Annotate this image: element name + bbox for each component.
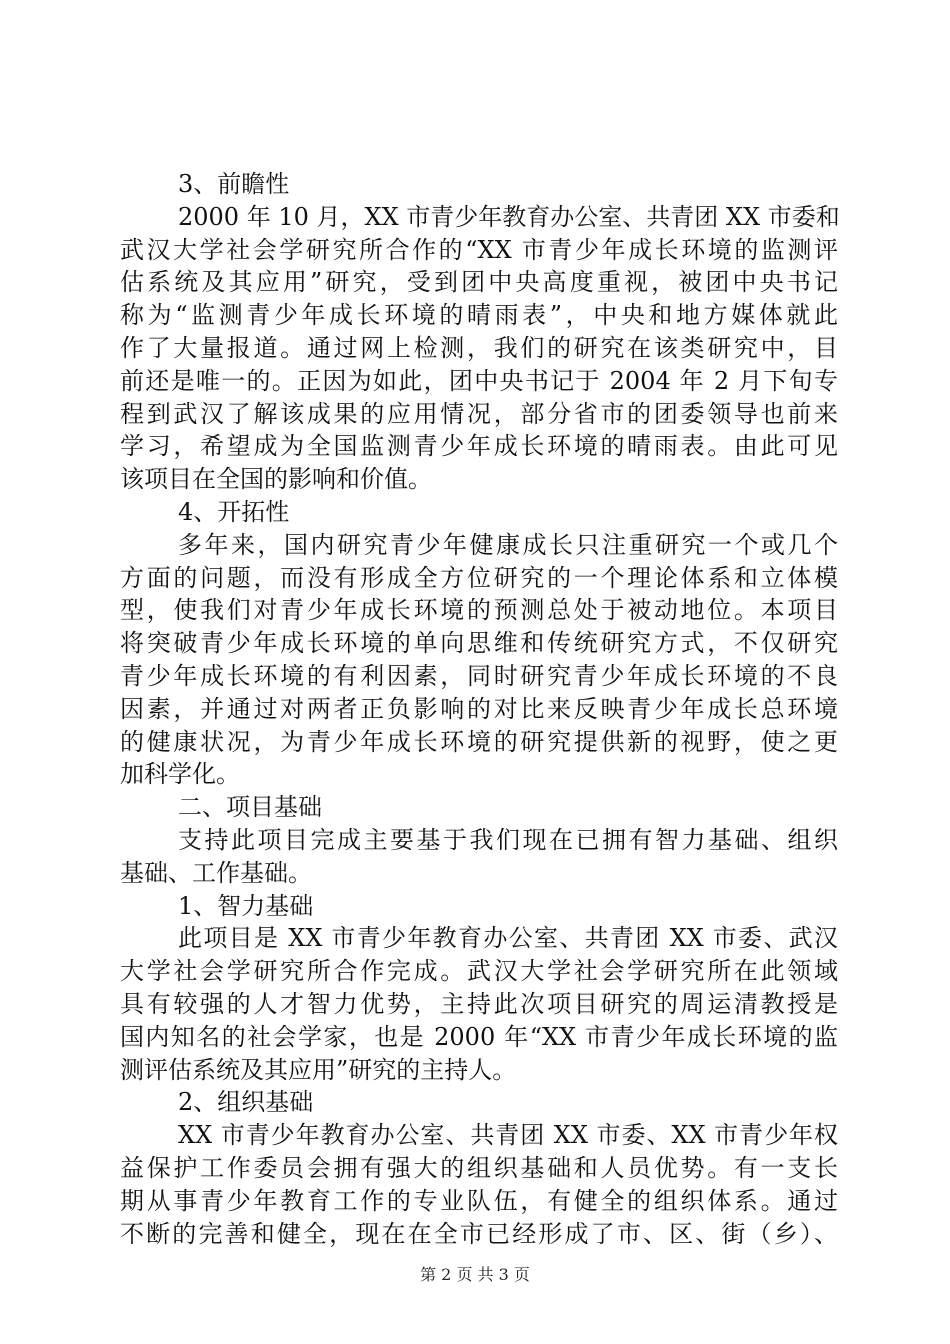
section-heading: 4、开拓性 bbox=[178, 497, 290, 526]
paragraph-line: 大学社会学研究所合作完成。武汉大学社会学研究所在此领域 bbox=[120, 957, 838, 986]
paragraph-line: 不断的完善和健全，现在在全市已经形成了市、区、街（乡）、 bbox=[120, 1219, 838, 1248]
paragraph-line: 估系统及其应用”研究，受到团中央高度重视，被团中央书记 bbox=[120, 268, 838, 297]
paragraph-line: 学习，希望成为全国监测青少年成长环境的晴雨表。由此可见 bbox=[120, 432, 838, 461]
paragraph-line: 基础、工作基础。 bbox=[120, 858, 312, 887]
paragraph-line: 青少年成长环境的有利因素，同时研究青少年成长环境的不良 bbox=[120, 661, 838, 690]
section-heading: 1、智力基础 bbox=[178, 891, 314, 920]
paragraph-line: 该项目在全国的影响和价值。 bbox=[120, 465, 432, 494]
paragraph-line: 测评估系统及其应用”研究的主持人。 bbox=[120, 1055, 517, 1084]
section-heading: 2、组织基础 bbox=[178, 1088, 314, 1117]
paragraph-line: 程到武汉了解该成果的应用情况，部分省市的团委领导也前来 bbox=[120, 399, 838, 428]
paragraph-line: 具有较强的人才智力优势，主持此次项目研究的周运清教授是 bbox=[120, 989, 838, 1018]
paragraph-line: XX 市青少年教育办公室、共青团 XX 市委、XX 市青少年权 bbox=[178, 1121, 838, 1150]
paragraph-line: 加科学化。 bbox=[120, 760, 240, 789]
paragraph-line: 前还是唯一的。正因为如此，团中央书记于 2004 年 2 月下旬专 bbox=[120, 366, 838, 395]
paragraph-line: 武汉大学社会学研究所合作的“XX 市青少年成长环境的监测评 bbox=[120, 235, 838, 264]
paragraph-line: 将突破青少年成长环境的单向思维和传统研究方式，不仅研究 bbox=[120, 629, 838, 658]
paragraph-line: 作了大量报道。通过网上检测，我们的研究在该类研究中，目 bbox=[120, 333, 838, 362]
paragraph-line: 多年来，国内研究青少年健康成长只注重研究一个或几个 bbox=[178, 530, 838, 559]
paragraph-line: 的健康状况，为青少年成长环境的研究提供新的视野，使之更 bbox=[120, 727, 838, 756]
page-footer: 第 2 页 共 3 页 bbox=[420, 1265, 530, 1284]
paragraph-line: 型，使我们对青少年成长环境的预测总处于被动地位。本项目 bbox=[120, 596, 838, 625]
paragraph-line: 方面的问题，而没有形成全方位研究的一个理论体系和立体模 bbox=[120, 563, 838, 592]
paragraph-line: 国内知名的社会学家，也是 2000 年“XX 市青少年成长环境的监 bbox=[120, 1022, 838, 1051]
document-body bbox=[120, 168, 838, 1250]
paragraph-line: 支持此项目完成主要基于我们现在已拥有智力基础、组织 bbox=[178, 825, 838, 854]
paragraph-line: 因素，并通过对两者正负影响的对比来反映青少年成长总环境 bbox=[120, 694, 838, 723]
paragraph-line: 称为“监测青少年成长环境的晴雨表”，中央和地方媒体就此 bbox=[120, 301, 838, 330]
section-heading: 二、项目基础 bbox=[178, 793, 322, 822]
paragraph-line: 2000 年 10 月，XX 市青少年教育办公室、共青团 XX 市委和 bbox=[178, 202, 840, 231]
section-heading: 3、前瞻性 bbox=[178, 170, 290, 198]
paragraph-line: 期从事青少年教育工作的专业队伍，有健全的组织体系。通过 bbox=[120, 1186, 838, 1215]
paragraph-line: 此项目是 XX 市青少年教育办公室、共青团 XX 市委、武汉 bbox=[178, 924, 838, 953]
paragraph-line: 益保护工作委员会拥有强大的组织基础和人员优势。有一支长 bbox=[120, 1153, 838, 1182]
